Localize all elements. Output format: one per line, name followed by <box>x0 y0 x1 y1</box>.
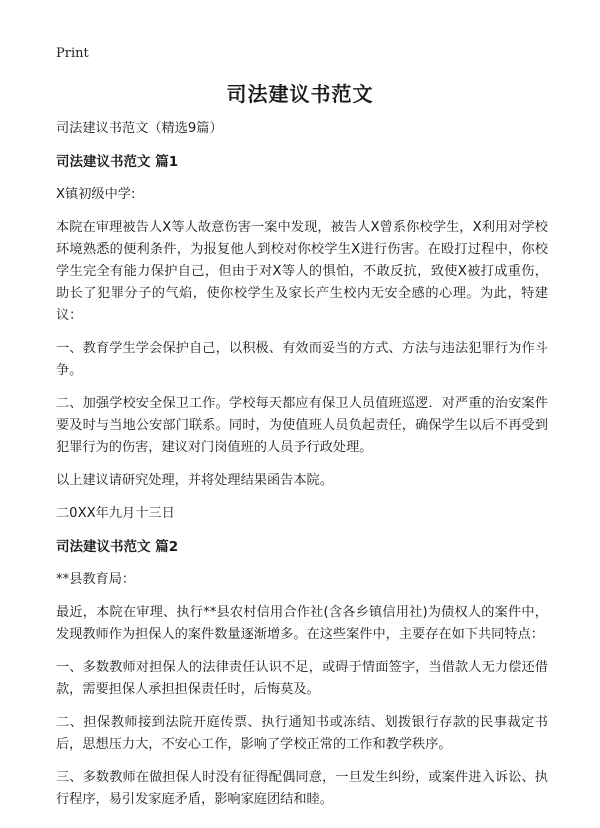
section-2-body: 最近，本院在审理、执行**县农村信用合作社(含各乡镇信用社)为债权人的案件中，发现教师作为担保人的案件数量逐渐增多。在这些案件中，主要存在如下共同特点： <box>56 605 548 642</box>
page-title: 司法建议书范文 <box>226 82 374 106</box>
section-1-date: 二0XX年九月十三日 <box>56 506 175 521</box>
document-body <box>56 118 548 822</box>
section-1-heading: 司法建议书范文 篇1 <box>56 154 179 170</box>
section-2 <box>56 536 548 811</box>
section-1-closing: 以上建议请研究处理，并将处理结果函告本院。 <box>56 473 333 488</box>
section-1-item-2: 二、加强学校安全保卫工作。学校每天都应有保卫人员值班巡逻．对严重的治安案件要及时与当地公安部门联系。同时，为使值班人员负起责任，确保学生以后不再受到犯罪行为的伤害，建议对门岗值班的人员予行政处理。 <box>56 396 548 455</box>
section-2-heading: 司法建议书范文 篇2 <box>56 539 179 555</box>
section-2-item-1: 一、多数教师对担保人的法律责任认识不足，或碍于情面签字，当借款人无力偿还借款，需要担保人承担担保责任时，后悔莫及。 <box>56 660 548 697</box>
section-2-item-3: 三、多数教师在做担保人时没有征得配偶同意，一旦发生纠纷，或案件进入诉讼、执行程序，易引发家庭矛盾，影响家庭团结和睦。 <box>56 770 548 807</box>
section-2-recipient: **县教育局： <box>56 572 136 587</box>
section-1-recipient: X镇初级中学: <box>56 187 136 202</box>
section-1 <box>56 151 548 525</box>
section-1-body: 本院在审理被告人X等人故意伤害一案中发现，被告人X曾系你校学生，X利用对学校环境熟悉的便利条件，为报复他人到校对你校学生X进行伤害。在殴打过程中，你校学生完全有能力保护自己，但由于对X等人的惧怕，不敢反抗，致使X被打成重伤，助长了犯罪分子的气焰，使你校学生及家长产生校内无安全感的心理。为此，特建议： <box>56 220 548 323</box>
section-1-item-1: 一、教育学生学会保护自己，以积极、有效而妥当的方式、方法与违法犯罪行为作斗争。 <box>56 341 548 378</box>
section-2-item-2: 二、担保教师接到法院开庭传票、执行通知书或冻结、划拨银行存款的民事裁定书后，思想压力大，不安心工作，影响了学校正常的工作和教学秩序。 <box>56 715 548 752</box>
print-label[interactable]: Print <box>56 46 89 61</box>
document-subtitle: 司法建议书范文（精选9篇） <box>56 121 223 136</box>
